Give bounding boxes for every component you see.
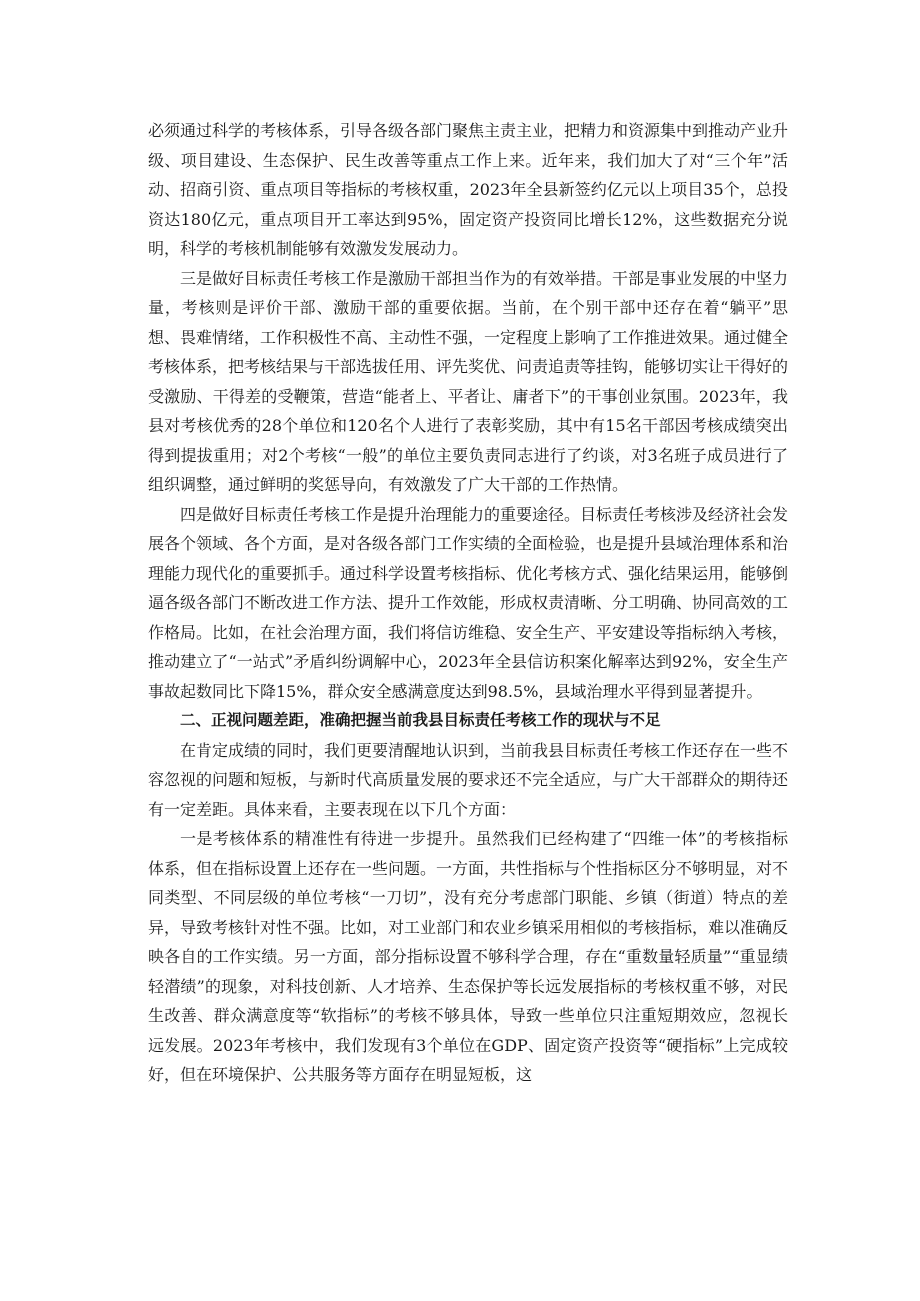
paragraph-section-intro: 在肯定成绩的同时，我们更要清醒地认识到，当前我县目标责任考核工作还存在一些不容忽视的问题和短板，与新时代高质量发展的要求还不完全适应，与广大干部群众的期待还有一定差距。具体来看，主要表现在以下几个方面： <box>148 740 789 819</box>
section-heading-2: 二、正视问题差距，准确把握当前我县目标责任考核工作的现状与不足 <box>180 711 661 729</box>
paragraph-point-four: 四是做好目标责任考核工作是提升治理能力的重要途径。目标责任考核涉及经济社会发展各个领域、各个方面，是对各级各部门工作实绩的全面检验，也是提升县域治理体系和治理能力现代化的重要抓手。通过科学设置考核指标、优化考核方式、强化结果运用，能够倒逼各级各部门不断改进工作方法、提升工作效能，形成权责清晰、分工明确、协同高效的工作格局。比如，在社会治理方面，我们将信访维稳、安全生产、平安建设等指标纳入考核，推动建立了“一站式”矛盾纠纷调解中心，2023年全县信访积案化解率达到92%，安全生产事故起数同比下降15%，群众安全感满意度达到98.5%，县域治理水平得到显著提升。 <box>148 504 789 701</box>
paragraph-point-three: 三是做好目标责任考核工作是激励干部担当作为的有效举措。干部是事业发展的中坚力量，考核则是评价干部、激励干部的重要依据。当前，在个别干部中还存在着“躺平”思想、畏难情绪，工作积极性不高、主动性不强，一定程度上影响了工作推进效果。通过健全考核体系，把考核结果与干部选拔任用、评先奖优、问责追责等挂钩，能够切实让干得好的受激励、干得差的受鞭策，营造“能者上、平者让、庸者下”的干事创业氛围。2023年，我县对考核优秀的28个单位和120名个人进行了表彰奖励，其中有15名干部因考核成绩突出得到提拔重用；对2个考核“一般”的单位主要负责同志进行了约谈，对3名班子成员进行了组织调整，通过鲜明的奖惩导向，有效激发了广大干部的工作热情。 <box>148 268 789 494</box>
paragraph-point-one: 一是考核体系的精准性有待进一步提升。虽然我们已经构建了“四维一体”的考核指标体系，但在指标设置上还存在一些问题。一方面，共性指标与个性指标区分不够明显，对不同类型、不同层级的单位考核“一刀切”，没有充分考虑部门职能、乡镇（街道）特点的差异，导致考核针对性不强。比如，对工业部门和农业乡镇采用相似的考核指标，难以准确反映各自的工作实绩。另一方面，部分指标设置不够科学合理，存在“重数量轻质量”“重显绩轻潜绩”的现象，对科技创新、人才培养、生态保护等长远发展指标的考核权重不够，对民生改善、群众满意度等“软指标”的考核不够具体，导致一些单位只注重短期效应，忽视长远发展。2023年考核中，我们发现有3个单位在GDP、固定资产投资等“硬指标”上完成较好，但在环境保护、公共服务等方面存在明显短板，这 <box>148 829 789 1084</box>
paragraph-continuation: 必须通过科学的考核体系，引导各级各部门聚焦主责主业，把精力和资源集中到推动产业升级、项目建设、生态保护、民生改善等重点工作上来。近年来，我们加大了对“三个年”活动、招商引资、重点项目等指标的考核权重，2023年全县新签约亿元以上项目35个，总投资达180亿元，重点项目开工率达到95%，固定资产投资同比增长12%，这些数据充分说明，科学的考核机制能够有效激发发展动力。 <box>148 121 789 258</box>
document-page <box>148 116 788 1090</box>
